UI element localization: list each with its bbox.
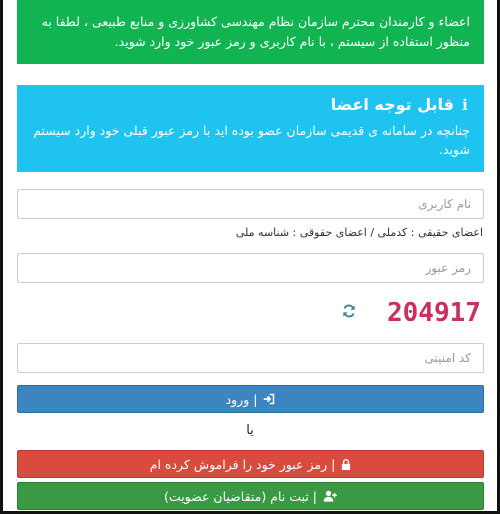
register-label: | ثبت نام (متقاضیان عضویت): [164, 488, 317, 504]
captcha-image: 204917: [387, 298, 481, 328]
captcha-refresh-button[interactable]: [340, 302, 358, 320]
notice-alert: [17, 85, 484, 172]
lock-icon: [341, 459, 351, 470]
username-input[interactable]: [17, 189, 484, 219]
or-separator: یا: [246, 423, 254, 438]
notice-title: قابل توجه اعضا: [330, 95, 454, 114]
notice-body: چنانچه در سامانه ی قدیمی سازمان عضو بوده اید با رمز عبور قبلی خود وارد سیستم شوید.: [33, 123, 470, 157]
sign-in-icon: [263, 393, 275, 405]
welcome-text: اعضاء و کارمندان محترم سازمان نظام مهندسی کشاورزی و منابع طبیعی ، لطفا به منظور استفاده از سیستم ، با نام کاربری و رمز عبور خود وارد شوید.: [41, 14, 470, 49]
login-button[interactable]: [17, 385, 484, 413]
welcome-alert: [17, 0, 484, 64]
username-hint: اعضای حقیقی : کدملی / اعضای حقوقی : شناسه ملی: [235, 226, 483, 239]
notice-title-row: [29, 94, 470, 116]
security-code-input[interactable]: [17, 343, 484, 373]
login-label: | ورود: [225, 391, 258, 407]
info-icon: i: [462, 96, 468, 114]
register-button[interactable]: [17, 482, 484, 510]
user-plus-icon: [323, 490, 337, 502]
forgot-password-button[interactable]: [17, 450, 484, 478]
forgot-password-label: | رمز عبور خود را فراموش کرده ام: [149, 456, 336, 472]
refresh-icon: [342, 304, 356, 318]
password-input[interactable]: [17, 253, 484, 283]
